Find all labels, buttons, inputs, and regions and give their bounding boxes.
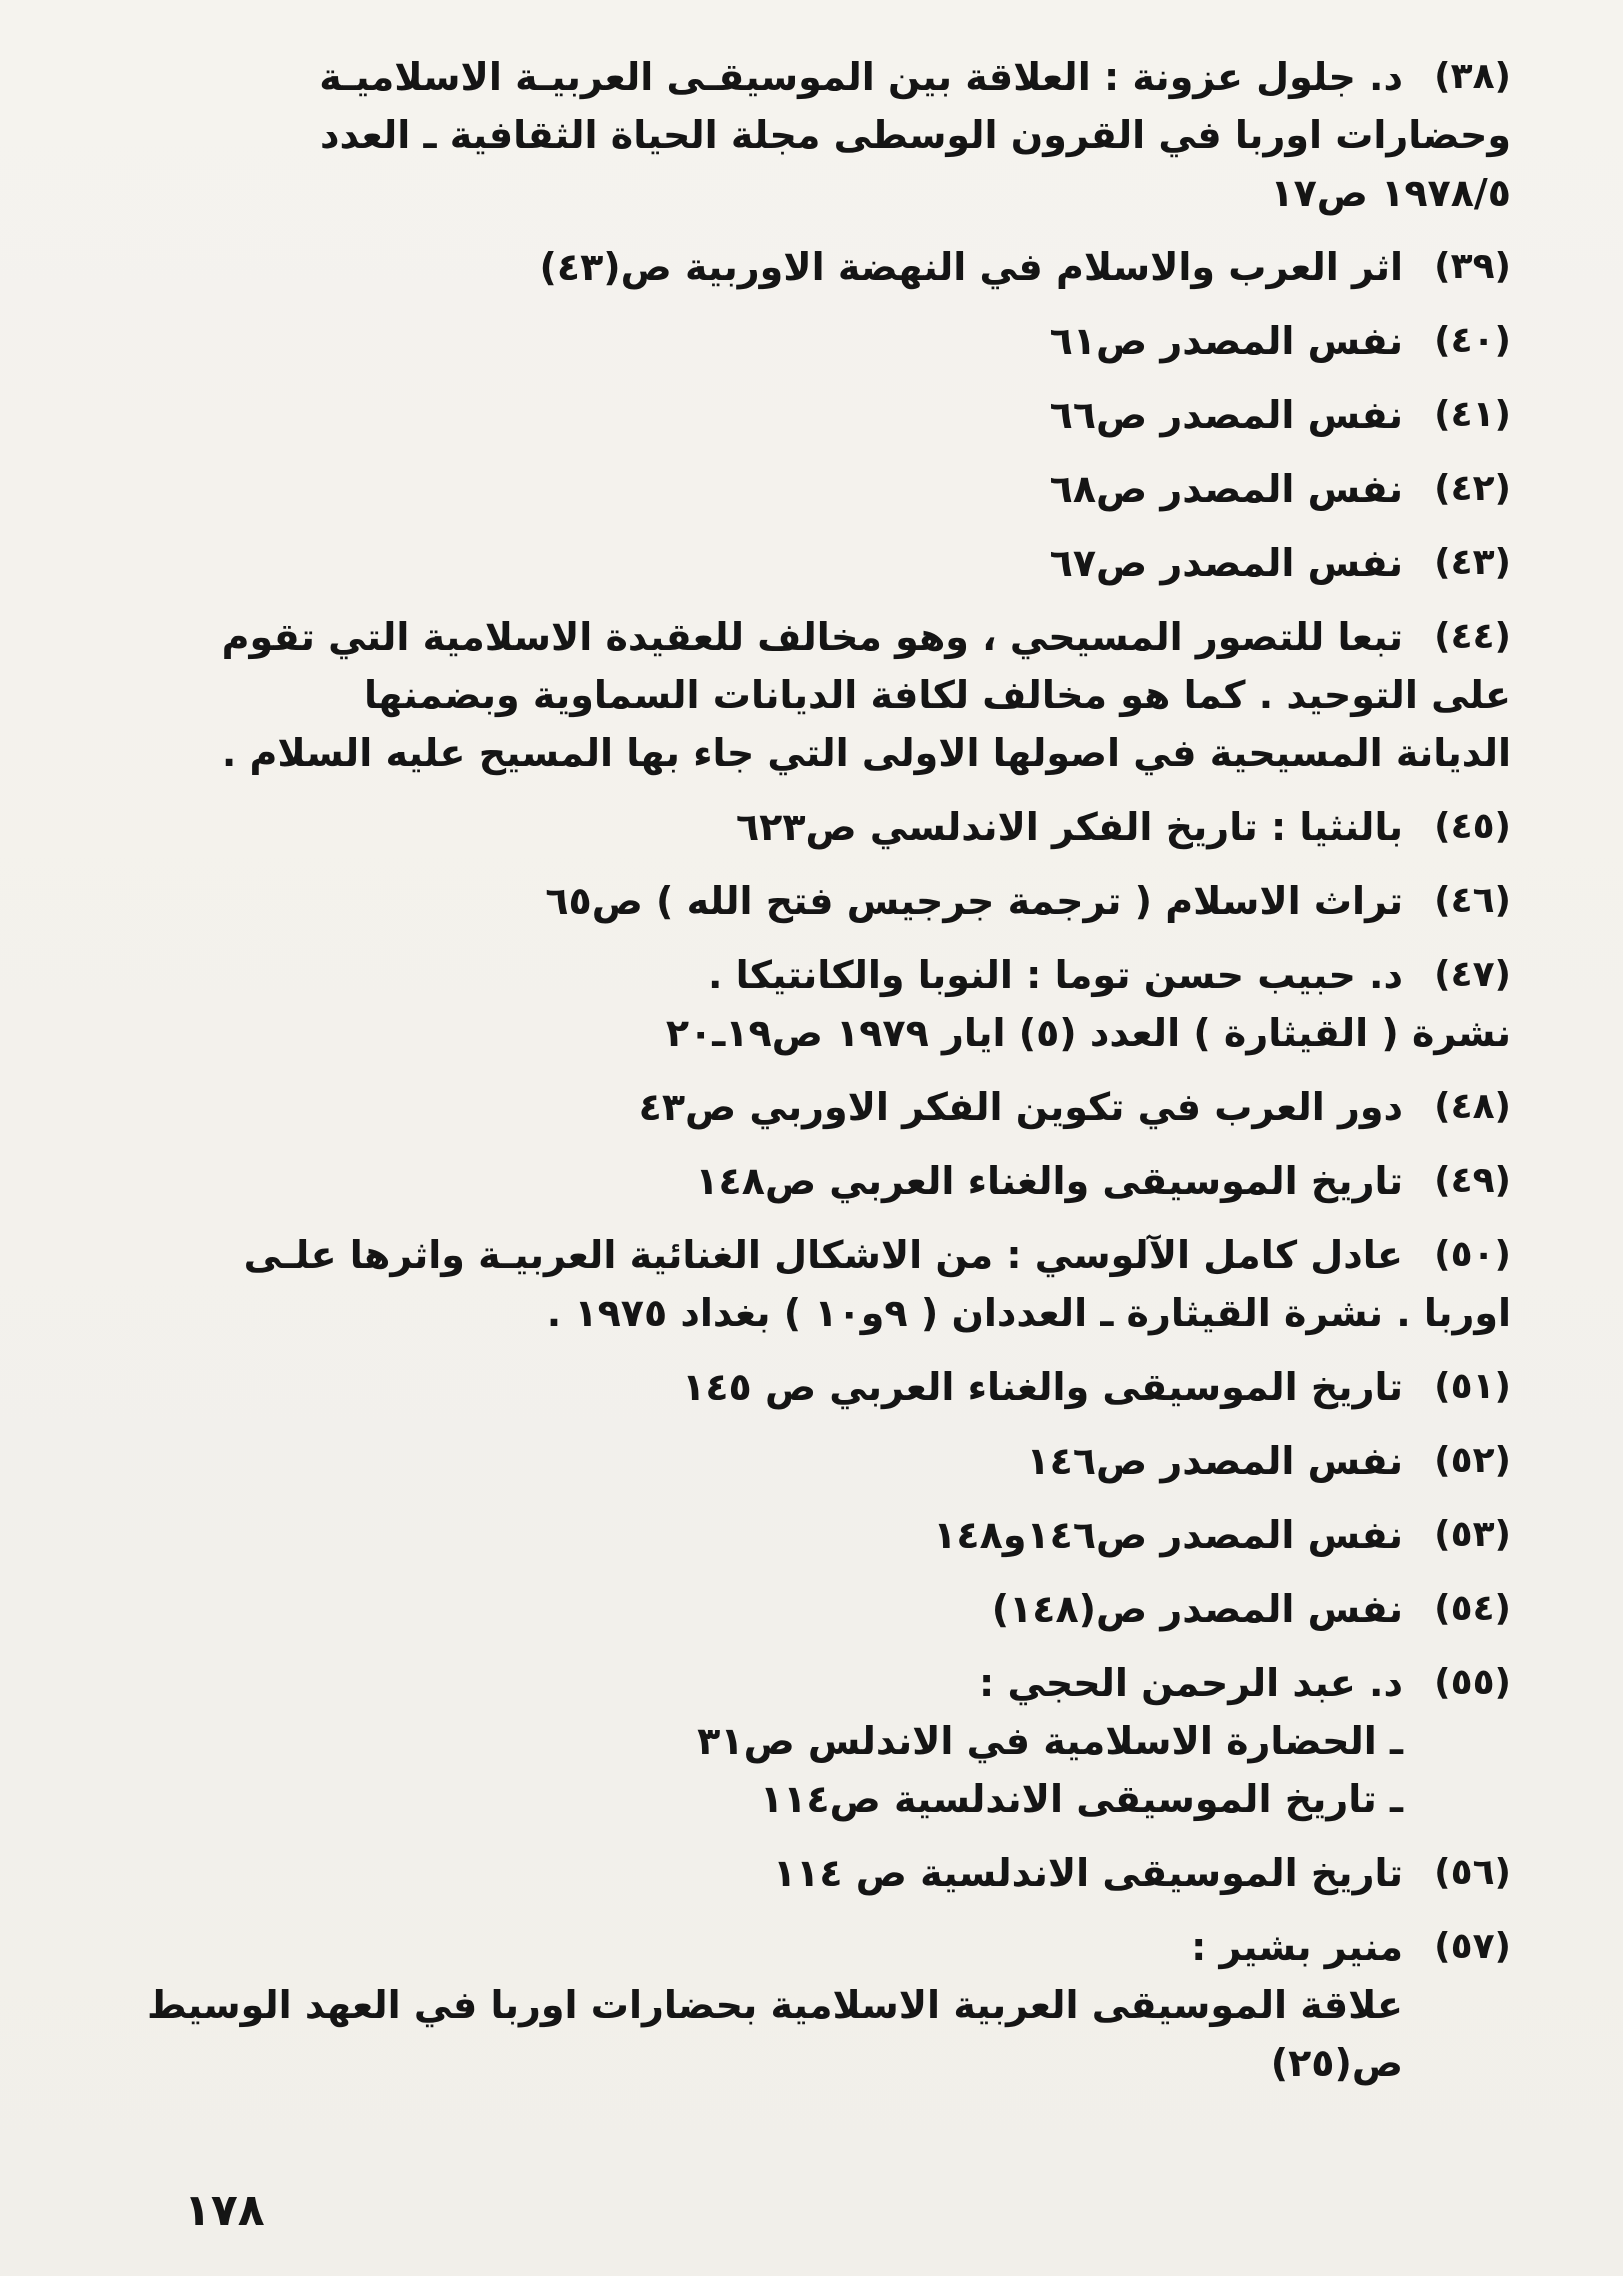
endnote-44 bbox=[161, 608, 1511, 666]
endnote-49 bbox=[161, 1152, 1511, 1210]
endnote-57 bbox=[147, 1918, 1511, 2092]
note-number: (٣٩) bbox=[1434, 246, 1511, 287]
endnote-42 bbox=[161, 460, 1511, 518]
note-text bbox=[161, 1152, 1403, 1210]
endnote-54 bbox=[161, 1580, 1511, 1638]
note-text bbox=[161, 1506, 1403, 1564]
note-line: على التوحيد . كما هو مخالف لكافة الديانات السماوية وبضمنها bbox=[364, 673, 1511, 717]
note-line: نفس المصدر ص١٤٦و١٤٨ bbox=[933, 1513, 1403, 1557]
note-text bbox=[161, 872, 1403, 930]
endnote-38 bbox=[161, 48, 1511, 106]
note-line: ص(٢٥) bbox=[1270, 2041, 1403, 2085]
note-text bbox=[161, 1432, 1403, 1490]
endnote-43 bbox=[161, 534, 1511, 592]
note-number: (٥٦) bbox=[1434, 1852, 1511, 1893]
note-line: وحضارات اوربا في القرون الوسطى مجلة الحياة الثقافية ـ العدد bbox=[320, 113, 1511, 157]
endnote-55 bbox=[161, 1654, 1511, 1828]
endnote-40 bbox=[161, 312, 1511, 370]
note-text bbox=[161, 946, 1403, 1004]
endnote-56 bbox=[161, 1844, 1511, 1902]
page-number: ١٧٨ bbox=[184, 2185, 265, 2236]
note-line: ـ تاريخ الموسيقى الاندلسية ص١١٤ bbox=[760, 1777, 1403, 1821]
note-line: نشرة ( القيثارة ) العدد (٥) ايار ١٩٧٩ ص١٩ـ٢٠ bbox=[665, 1011, 1511, 1055]
endnote-47-continuation bbox=[161, 1004, 1511, 1062]
note-line: ـ الحضارة الاسلامية في الاندلس ص٣١ bbox=[697, 1719, 1403, 1763]
note-line: نفس المصدر ص٦٦ bbox=[1049, 393, 1403, 437]
endnote-47 bbox=[161, 946, 1511, 1004]
note-line: نفس المصدر ص٦٧ bbox=[1049, 541, 1403, 585]
endnote-48 bbox=[161, 1078, 1511, 1136]
note-number: (٤٤) bbox=[1434, 616, 1511, 657]
note-text bbox=[161, 1844, 1403, 1902]
note-number: (٤٦) bbox=[1434, 880, 1511, 921]
endnote-46 bbox=[161, 872, 1511, 930]
note-number: (٤٩) bbox=[1434, 1160, 1511, 1201]
note-text bbox=[161, 1358, 1403, 1416]
note-line: بالنثيا : تاريخ الفكر الاندلسي ص٦٢٣ bbox=[735, 805, 1403, 849]
note-text bbox=[161, 1654, 1403, 1828]
note-number: (٥٧) bbox=[1434, 1926, 1511, 1967]
note-line: منير بشير : bbox=[1191, 1925, 1403, 1969]
note-line: د. عبد الرحمن الحجي : bbox=[979, 1661, 1403, 1705]
note-line: الديانة المسيحية في اصولها الاولى التي جاء بها المسيح عليه السلام . bbox=[221, 731, 1511, 775]
note-line: تاريخ الموسيقى والغناء العربي ص١٤٨ bbox=[695, 1159, 1403, 1203]
note-line: اثر العرب والاسلام في النهضة الاوربية ص(٤٣) bbox=[539, 245, 1403, 289]
note-line: تاريخ الموسيقى والغناء العربي ص ١٤٥ bbox=[682, 1365, 1403, 1409]
endnote-39 bbox=[161, 238, 1511, 296]
note-text bbox=[161, 1580, 1403, 1638]
note-line: دور العرب في تكوين الفكر الاوربي ص٤٣ bbox=[638, 1085, 1403, 1129]
endnote-38-continuation bbox=[161, 106, 1511, 222]
note-number: (٥٥) bbox=[1434, 1662, 1511, 1703]
note-number: (٥٣) bbox=[1434, 1514, 1511, 1555]
endnote-53 bbox=[161, 1506, 1511, 1564]
note-text bbox=[161, 798, 1403, 856]
note-line: تراث الاسلام ( ترجمة جرجيس فتح الله ) ص٦٥ bbox=[545, 879, 1403, 923]
note-number: (٤٧) bbox=[1434, 954, 1511, 995]
endnote-51 bbox=[161, 1358, 1511, 1416]
note-number: (٤١) bbox=[1434, 394, 1511, 435]
note-number: (٥٤) bbox=[1434, 1588, 1511, 1629]
note-text bbox=[161, 534, 1403, 592]
note-number: (٣٨) bbox=[1434, 56, 1511, 97]
note-number: (٤٣) bbox=[1434, 542, 1511, 583]
note-text bbox=[161, 238, 1403, 296]
note-text bbox=[147, 1918, 1403, 2092]
note-line: تاريخ الموسيقى الاندلسية ص ١١٤ bbox=[772, 1851, 1403, 1895]
note-line: د. جلول عزونة : العلاقة بين الموسيقـى العربيـة الاسلاميـة bbox=[319, 55, 1403, 99]
note-line: تبعا للتصور المسيحي ، وهو مخالف للعقيدة الاسلامية التي تقوم bbox=[221, 615, 1403, 659]
note-line: نفس المصدر ص(١٤٨) bbox=[991, 1587, 1403, 1631]
endnote-44-continuation bbox=[161, 666, 1511, 782]
note-line: ١٩٧٨/٥ ص١٧ bbox=[1270, 171, 1511, 215]
endnote-52 bbox=[161, 1432, 1511, 1490]
endnote-50 bbox=[161, 1226, 1511, 1284]
note-text bbox=[161, 386, 1403, 444]
note-number: (٤٢) bbox=[1434, 468, 1511, 509]
endnote-41 bbox=[161, 386, 1511, 444]
note-line: علاقة الموسيقى العربية الاسلامية بحضارات اوربا في العهد الوسيط bbox=[147, 1983, 1403, 2027]
note-line: نفس المصدر ص٦٨ bbox=[1049, 467, 1403, 511]
note-text bbox=[161, 460, 1403, 518]
note-number: (٥٠) bbox=[1434, 1234, 1511, 1275]
note-text bbox=[161, 1078, 1403, 1136]
note-text bbox=[161, 312, 1403, 370]
note-text bbox=[161, 1226, 1403, 1284]
note-line: نفس المصدر ص١٤٦ bbox=[1026, 1439, 1403, 1483]
note-number: (٤٥) bbox=[1434, 806, 1511, 847]
note-number: (٥١) bbox=[1434, 1366, 1511, 1407]
note-line: عادل كامل الآلوسي : من الاشكال الغنائية العربيـة واثرها علـى bbox=[243, 1233, 1403, 1277]
note-text bbox=[161, 48, 1403, 106]
note-number: (٤٨) bbox=[1434, 1086, 1511, 1127]
note-line: نفس المصدر ص٦١ bbox=[1049, 319, 1403, 363]
endnotes-list bbox=[147, 48, 1511, 2108]
note-number: (٥٢) bbox=[1434, 1440, 1511, 1481]
endnote-50-continuation bbox=[161, 1284, 1511, 1342]
note-line: د. حبيب حسن توما : النوبا والكانتيكا . bbox=[707, 953, 1403, 997]
endnote-45 bbox=[161, 798, 1511, 856]
note-number: (٤٠) bbox=[1434, 320, 1511, 361]
note-text bbox=[161, 608, 1403, 666]
note-line: اوربا . نشرة القيثارة ـ العددان ( ٩و١٠ ) بغداد ١٩٧٥ . bbox=[546, 1291, 1511, 1335]
